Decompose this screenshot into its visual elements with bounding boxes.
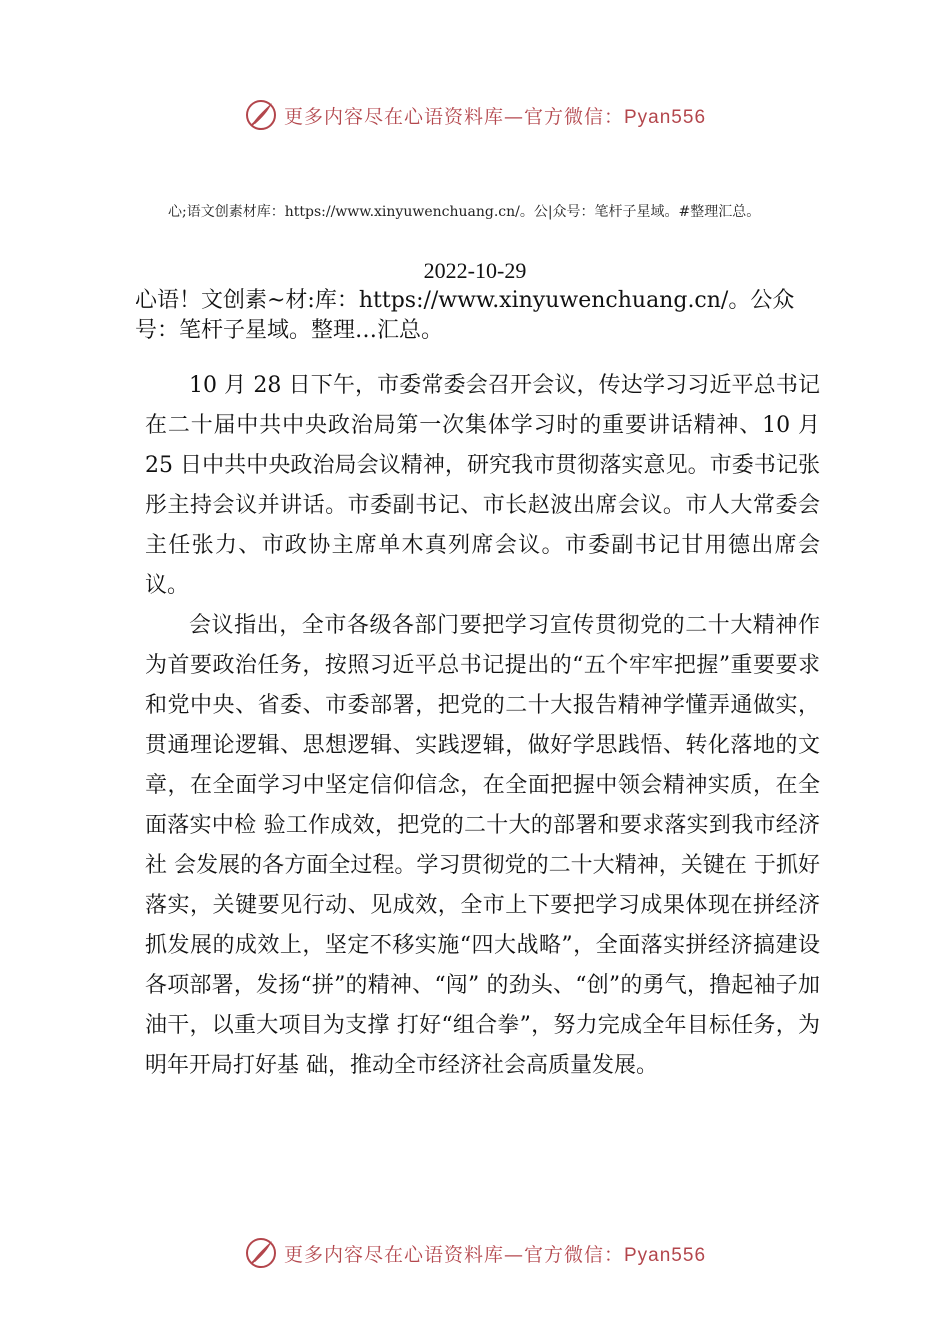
footer-watermark-banner bbox=[0, 1233, 950, 1273]
banner-text: 更多内容尽在心语资料库—官方微信：Pyan556 bbox=[283, 1243, 707, 1266]
document-date: 2022-10-29 bbox=[423, 258, 527, 283]
banner-text: 更多内容尽在心语资料库—官方微信：Pyan556 bbox=[283, 105, 707, 128]
paragraph-1: 10 月 28 日下午，市委常委会召开会议，传达学习习近平总书记在二十届中共中央政治局第一次集体学习时的重要讲话精神、10 月 25 日中共中央政治局会议精神，研究我市贯彻落实意见。市委书记张彤主持会议并讲话。市委副书记、市长赵波出席会议。市人大常委会主任张力、市政协主席单木真列席会议。市委副书记甘用德出席会议。 bbox=[145, 373, 820, 598]
quill-seal-logo-icon bbox=[244, 98, 278, 132]
source-note-large: 心语！文创素~材:库：https://www.xinyuwenchuang.cn/。公众号：笔杆子星域。整理…汇总。 bbox=[135, 288, 795, 343]
wechat-id: Pyan556 bbox=[624, 106, 707, 128]
paragraph-2: 会议指出，全市各级各部门要把学习宣传贯彻党的二十大精神作为首要政治任务，按照习近平总书记提出的“五个牢牢把握”重要要求和党中央、省委、市委部署，把党的二十大报告精神学懂弄通做实，贯通理论逻辑、思想逻辑、实践逻辑，做好学思践悟、转化落地的文章，在全面学习中坚定信仰信念，在全面把握中领会精神实质，在全面落实中检 验工作成效，把党的二十大的部署和要求落实到我市经济社 会发展的各方面全过程。学习贯彻党的二十大精神，关键在 于抓好落实，关键要见行动、见成效，全市上下要把学习成果体现在拼经济抓发展的成效上，坚定不移实施“四大战略”，全面落实拼经济搞建设各项部署，发扬“拼”的精神、“闯” 的劲头、“创”的勇气，撸起袖子加油干，以重大项目为支撑 打好“组合拳”，努力完成全年目标任务，为明年开局打好基 础，推动全市经济社会高质量发展。 bbox=[145, 613, 820, 1078]
header-watermark-banner bbox=[0, 95, 950, 135]
source-note-small: 心;语文创素材库：https://www.xinyuwenchuang.cn/。公|众号：笔杆子星域。#整理汇总。 bbox=[168, 204, 761, 220]
wechat-id: Pyan556 bbox=[624, 1244, 707, 1266]
article-body bbox=[145, 366, 820, 1086]
quill-seal-logo-icon bbox=[244, 1236, 278, 1270]
